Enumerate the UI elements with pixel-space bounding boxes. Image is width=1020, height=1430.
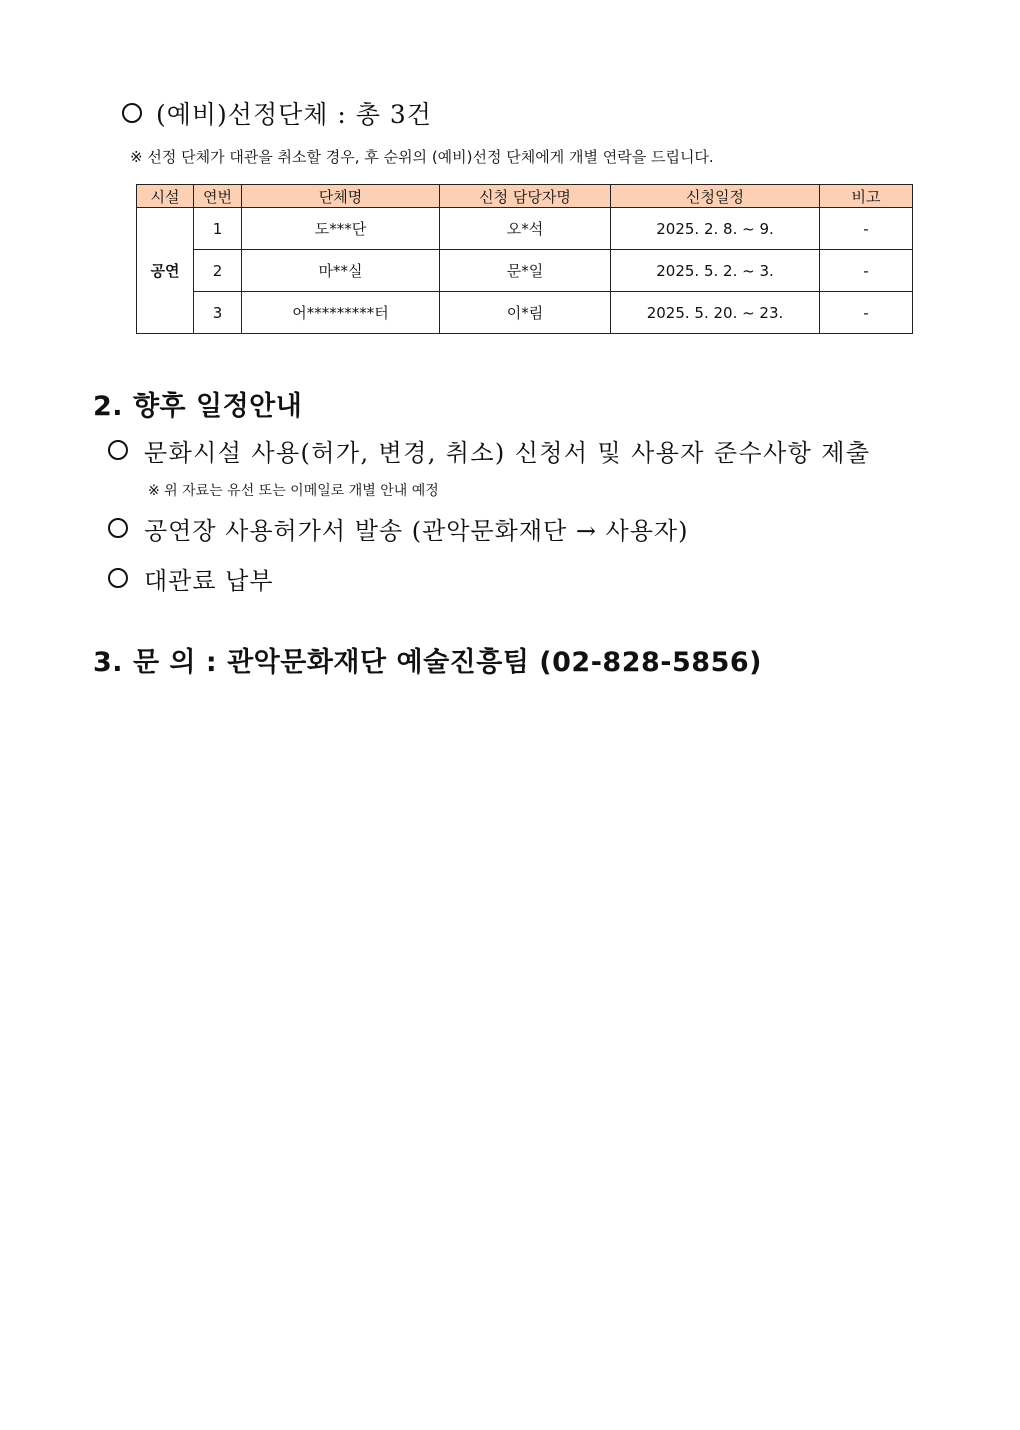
schedule-item-1-text: 문화시설 사용(허가, 변경, 취소) 신청서 및 사용자 준수사항 제출 [144, 438, 871, 467]
circle-bullet-icon [108, 518, 128, 538]
circle-bullet-icon [108, 440, 128, 460]
row-schedule: 2025. 5. 2. ~ 3. [611, 250, 820, 292]
table-header-row [137, 185, 913, 208]
row-no: 3 [194, 292, 242, 334]
row-contact: 문*일 [440, 250, 611, 292]
row-group: 마**실 [242, 250, 440, 292]
selection-table [136, 184, 913, 334]
header-no: 연번 [194, 185, 242, 208]
row-remark: - [820, 250, 913, 292]
header-contact: 신청 담당자명 [440, 185, 611, 208]
facility-cell: 공연 [137, 208, 194, 334]
schedule-item-3-text: 대관료 납부 [144, 566, 274, 595]
row-no: 1 [194, 208, 242, 250]
header-remark: 비고 [820, 185, 913, 208]
circle-bullet-icon [108, 568, 128, 588]
table-row [137, 208, 913, 250]
schedule-item-1-note: ※ 위 자료는 유선 또는 이메일로 개별 안내 예정 [148, 483, 439, 499]
inquiry-heading: 3. 문 의 : 관악문화재단 예술진흥팀 (02-828-5856) [93, 647, 762, 678]
row-remark: - [820, 292, 913, 334]
row-schedule: 2025. 5. 20. ~ 23. [611, 292, 820, 334]
row-remark: - [820, 208, 913, 250]
row-group: 도***단 [242, 208, 440, 250]
selection-bullet [122, 96, 432, 130]
header-facility: 시설 [137, 185, 194, 208]
schedule-heading: 2. 향후 일정안내 [93, 391, 303, 422]
selection-note: ※ 선정 단체가 대관을 취소할 경우, 후 순위의 (예비)선정 단체에게 개별 연락을 드립니다. [130, 148, 714, 166]
row-no: 2 [194, 250, 242, 292]
circle-bullet-icon [122, 103, 142, 123]
row-group: 어*********터 [242, 292, 440, 334]
header-group: 단체명 [242, 185, 440, 208]
table-row [137, 292, 913, 334]
row-schedule: 2025. 2. 8. ~ 9. [611, 208, 820, 250]
schedule-item-1 [108, 432, 870, 468]
schedule-item-2 [108, 510, 688, 546]
table-row [137, 250, 913, 292]
header-schedule: 신청일정 [611, 185, 820, 208]
row-contact: 오*석 [440, 208, 611, 250]
selection-bullet-text: (예비)선정단체 : 총 3건 [156, 100, 432, 129]
row-contact: 이*림 [440, 292, 611, 334]
schedule-item-3 [108, 560, 274, 596]
schedule-item-2-text: 공연장 사용허가서 발송 (관악문화재단 → 사용자) [144, 516, 689, 545]
